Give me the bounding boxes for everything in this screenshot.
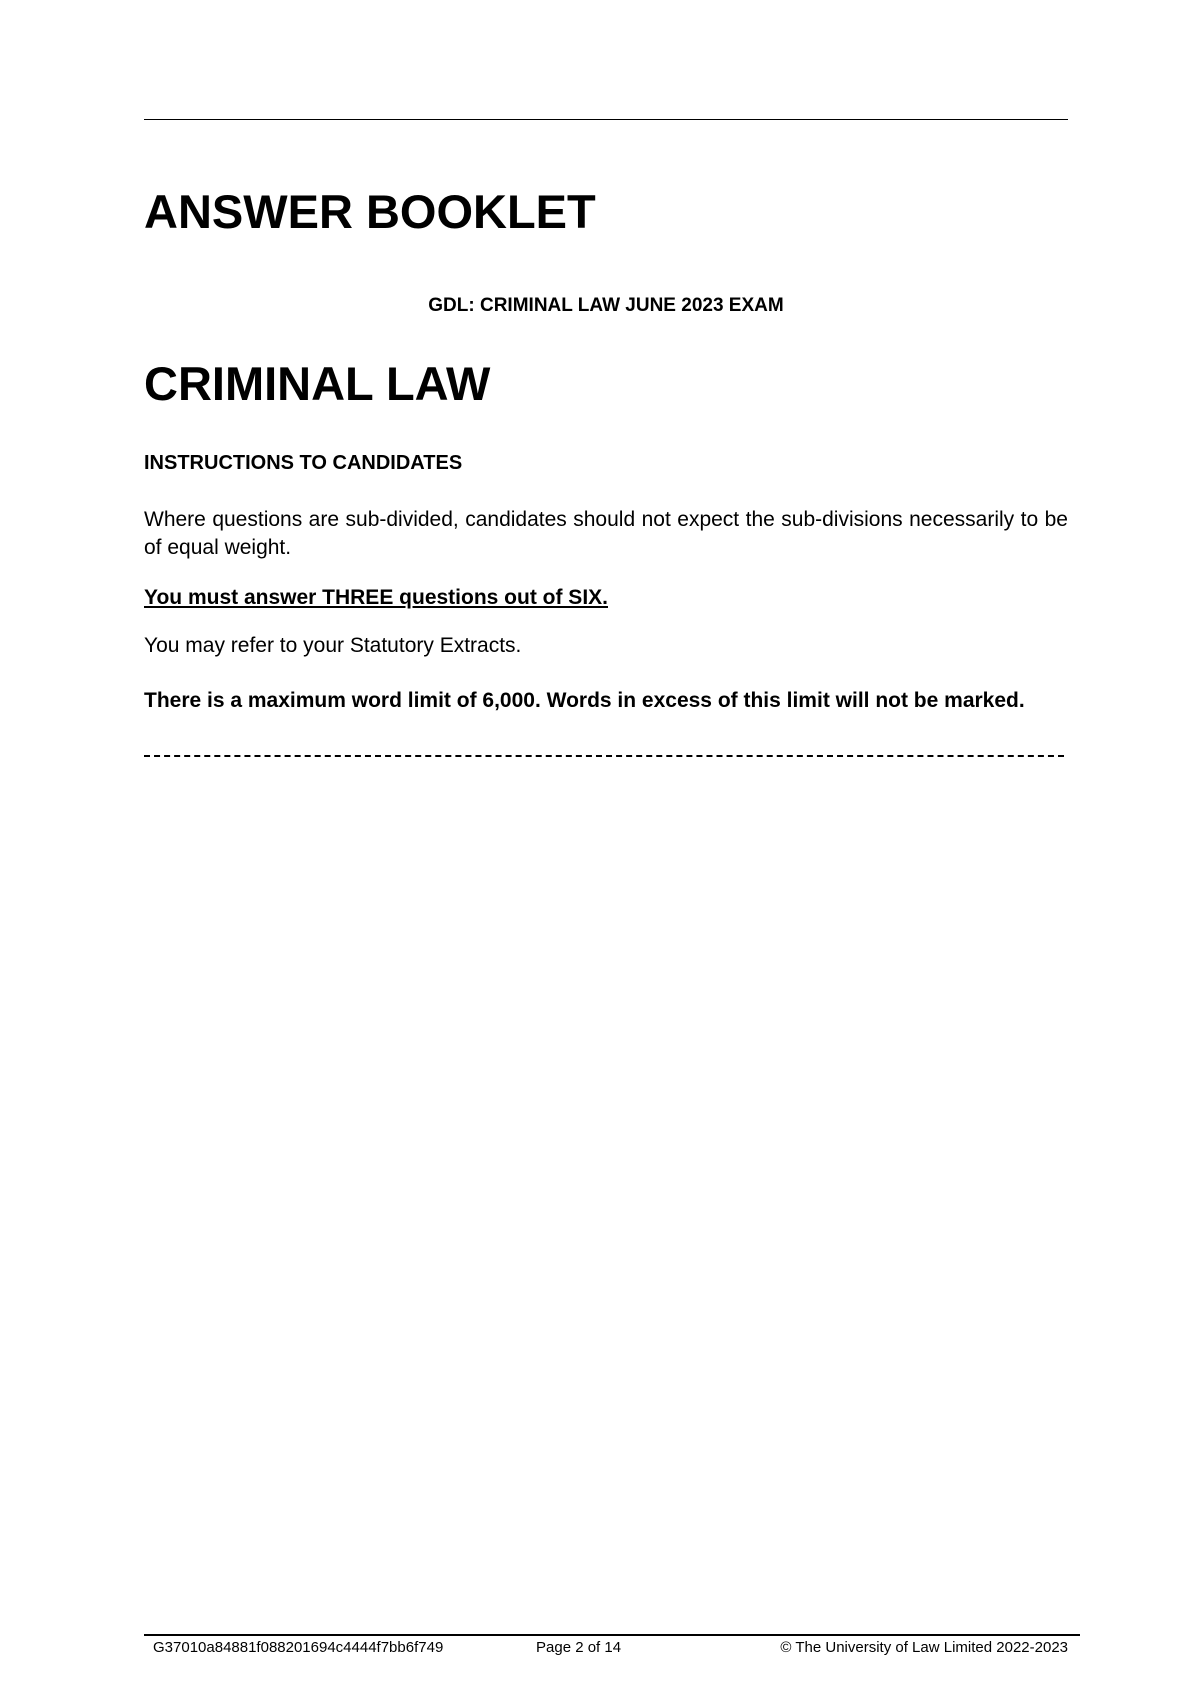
dashed-separator	[144, 755, 1064, 757]
booklet-title: ANSWER BOOKLET	[144, 185, 596, 238]
footer-document-id: G37010a84881f088201694c4444f7bb6f749	[153, 1639, 444, 1656]
exam-name: GDL: CRIMINAL LAW JUNE 2023 EXAM	[428, 295, 784, 316]
header-rule	[144, 119, 1068, 120]
word-limit-note: There is a maximum word limit of 6,000. Words in excess of this limit will not be marked.	[144, 689, 1025, 712]
footer-copyright: © The University of Law Limited 2022-2023	[780, 1639, 1068, 1656]
statutory-note: You may refer to your Statutory Extracts.	[144, 634, 522, 657]
footer-rule	[144, 1634, 1080, 1636]
instructions-heading: INSTRUCTIONS TO CANDIDATES	[144, 452, 463, 474]
subdivided-note: Where questions are sub-divided, candidates should not expect the sub-divisions necessarily to be of equal weight.	[144, 508, 1068, 559]
footer-page-number: Page 2 of 14	[536, 1639, 622, 1656]
answer-requirement: You must answer THREE questions out of SIX.	[144, 586, 608, 609]
subject-title: CRIMINAL LAW	[144, 357, 491, 410]
